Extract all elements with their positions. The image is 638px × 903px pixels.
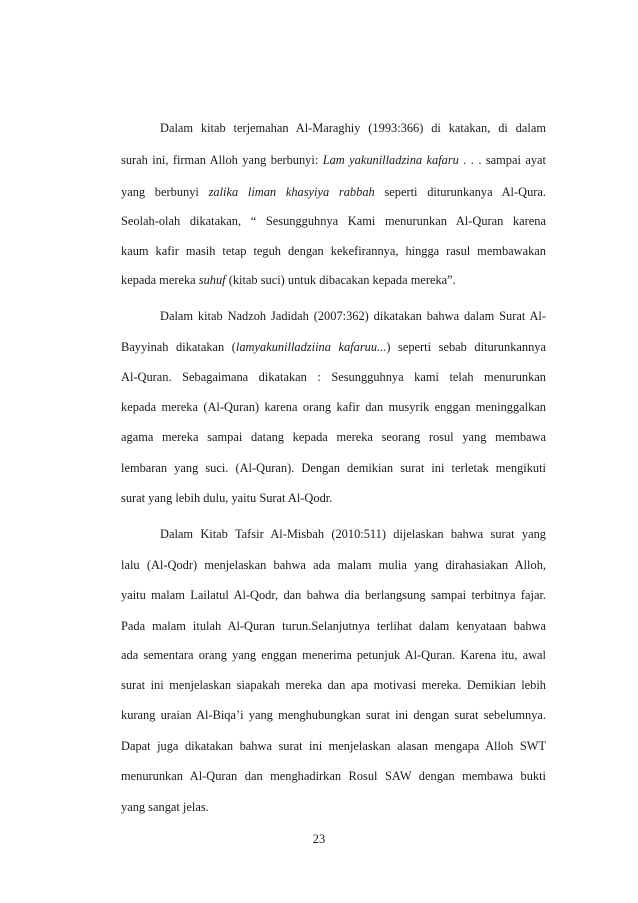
text-line bbox=[121, 488, 546, 508]
text-segment: yang sangat jelas. bbox=[121, 800, 209, 814]
text-segment: Al-Quran. Sebagaimana dikatakan : Sesungguhnya kami telah menurunkan bbox=[121, 370, 546, 384]
text-segment: Dapat juga dikatakan bahwa surat ini menjelaskan alasan mengapa Alloh SWT bbox=[121, 739, 546, 753]
text-line bbox=[121, 427, 546, 447]
text-line bbox=[121, 397, 546, 417]
text-line bbox=[121, 241, 546, 261]
text-line bbox=[121, 150, 546, 170]
text-line bbox=[121, 797, 546, 817]
text-line bbox=[121, 367, 546, 387]
italic-term: lamyakunilladziina kafaruu... bbox=[235, 340, 387, 354]
text-line bbox=[121, 585, 546, 605]
text-line bbox=[121, 270, 546, 290]
text-line bbox=[121, 555, 546, 575]
text-line bbox=[121, 458, 546, 478]
text-segment: kurang uraian Al-Biqa’i yang menghubungkan surat ini dengan surat sebelumnya. bbox=[121, 708, 546, 722]
text-segment: Dalam Kitab Tafsir Al-Misbah (2010:511) dijelaskan bahwa surat yang bbox=[160, 527, 546, 541]
text-segment: Bayyinah dikatakan ( bbox=[121, 340, 236, 354]
text-segment: Pada malam itulah Al-Quran turun.Selanjutnya terlihat dalam kenyataan bahwa bbox=[121, 619, 546, 633]
text-segment: Seolah-olah dikatakan, “ Sesungguhnya Kami menurunkan Al-Quran karena bbox=[121, 214, 546, 228]
text-line bbox=[121, 736, 546, 756]
italic-term: Lam yakunilladzina kafaru bbox=[322, 153, 459, 167]
text-segment: ada sementara orang yang enggan menerima petunjuk Al-Quran. Karena itu, awal bbox=[121, 648, 546, 662]
text-line bbox=[160, 306, 546, 326]
text-line bbox=[121, 211, 546, 231]
page-number: 23 bbox=[312, 832, 326, 846]
text-segment: . . . sampai ayat bbox=[458, 153, 547, 167]
text-line bbox=[160, 118, 546, 138]
italic-term: suhuf bbox=[198, 273, 226, 287]
text-segment: yang berbunyi bbox=[121, 185, 209, 199]
text-segment: (kitab suci) untuk dibacakan kepada mereka”. bbox=[225, 273, 456, 287]
text-line bbox=[160, 524, 546, 544]
text-line bbox=[121, 337, 546, 357]
text-segment: surat yang lebih dulu, yaitu Surat Al-Qodr. bbox=[121, 491, 333, 505]
italic-term: zalika liman khasyiya rabbah bbox=[208, 185, 375, 199]
text-line bbox=[121, 645, 546, 665]
text-segment: ) seperti sebab diturunkannya bbox=[386, 340, 546, 354]
text-segment: surah ini, firman Alloh yang berbunyi: bbox=[121, 153, 323, 167]
text-line bbox=[121, 616, 546, 636]
text-segment: Dalam kitab Nadzoh Jadidah (2007:362) dikatakan bahwa dalam Surat Al- bbox=[160, 309, 546, 323]
text-line bbox=[121, 766, 546, 786]
text-segment: agama mereka sampai datang kepada mereka seorang rosul yang membawa bbox=[121, 430, 546, 444]
text-segment: kepada mereka (Al-Quran) karena orang kafir dan musyrik enggan meninggalkan bbox=[121, 400, 546, 414]
text-segment: kaum kafir masih tetap teguh dengan kekefirannya, hingga rasul membawakan bbox=[121, 244, 546, 258]
text-segment: seperti diturunkanya Al-Qura. bbox=[374, 185, 546, 199]
text-segment: lalu (Al-Qodr) menjelaskan bahwa ada malam mulia yang dirahasiakan Alloh, bbox=[121, 558, 546, 572]
text-line bbox=[121, 675, 546, 695]
text-segment: Dalam kitab terjemahan Al-Maraghiy (1993:366) di katakan, di dalam bbox=[160, 121, 546, 135]
text-segment: lembaran yang suci. (Al-Quran). Dengan demikian surat ini terletak mengikuti bbox=[121, 461, 546, 475]
text-segment: kepada mereka bbox=[121, 273, 199, 287]
text-line bbox=[121, 182, 546, 202]
text-line bbox=[121, 705, 546, 725]
text-segment: yaitu malam Lailatul Al-Qodr, dan bahwa dia berlangsung sampai terbitnya fajar. bbox=[121, 588, 546, 602]
text-segment: surat ini menjelaskan siapakah mereka dan apa motivasi mereka. Demikian lebih bbox=[121, 678, 546, 692]
text-segment: menurunkan Al-Quran dan menghadirkan Rosul SAW dengan membawa bukti bbox=[121, 769, 546, 783]
